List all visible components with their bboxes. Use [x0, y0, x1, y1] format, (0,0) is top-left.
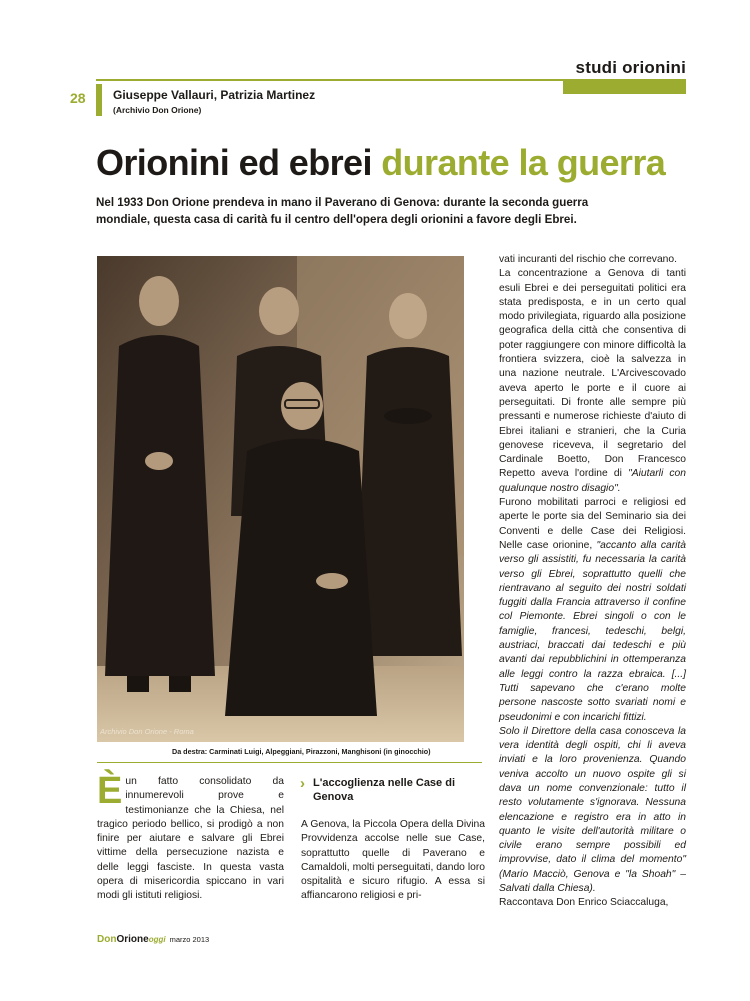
- middle-column: A Genova, la Piccola Opera della Divina Provvidenza accolse nelle sue Case, soprattutto quelle di Paverano e Camaldoli, molti perseguitati, dando loro ospitalità e sicuro rifugio. A essa si affiancarono religiosi e pri-: [301, 819, 485, 902]
- right-paragraph-5: Raccontava Don Enrico Sciaccaluga,: [499, 897, 669, 909]
- page-number: 28: [70, 90, 86, 106]
- footer-brand-oggi: oggi: [148, 935, 166, 944]
- right-paragraph-2-quote: "Aiutarli con qualunque nostro disagio".: [499, 468, 687, 494]
- title-part-1: Orionini ed ebrei: [96, 142, 372, 183]
- subhead-arrow-icon: ›: [300, 775, 305, 792]
- right-paragraph-1: vati incuranti del rischio che correvano.: [499, 254, 677, 265]
- footer-brand-don: Don: [97, 934, 117, 945]
- right-paragraph-2: [499, 267, 686, 496]
- section-label: studi orionini: [575, 58, 686, 77]
- photo-caption: Da destra: Carminati Luigi, Alpeggiani, Pirazzoni, Manghisoni (in ginocchio): [172, 747, 431, 756]
- right-paragraph-3-text: Furono mobilitati parroci e religiosi ed aperte le porte sia del Seminario sia dei Conventi e delle Case dei Religiosi. Nelle case orionine,: [499, 497, 686, 551]
- footer-brand-orione: Orione: [116, 934, 149, 945]
- right-paragraph-3-quote: "accanto alla carità verso gli assistiti, fu necessaria la carità verso gli Ebrei, soprattutto quelli che rientravano al seguito dei nostri soldati fuggiti dalla Francia attraverso il confine col Piemonte. Ebrei singoli o con le famiglie, francesi, tedeschi, belgi, austriaci, braccati dai tedeschi e più avanti dai repubblichini in ottemperanza alle leggi contro la razza ebraica. [...] Tutti sapevano che c'erano molte persone nascoste sotto svariati nomi e pseudonimi e con incarichi fittizi.: [499, 539, 686, 723]
- right-paragraph-4-quote: Solo il Direttore della casa conosceva la vera identità degli ospiti, chi li aveva inviati e la loro provenienza. Quando veniva accolto un nuovo ospite gli si dava un nome convenzionale: tutto il resto volutamente s'ignorava. Nessuna elencazione e registro era in atto in quanto le visite dell'autorità militare o civile erano sempre possibili ed improvvise, dato il clima del momento": [499, 725, 686, 866]
- right-paragraph-3: [499, 496, 686, 725]
- drop-cap: È: [97, 770, 123, 812]
- photo-credit: Archivio Don Orione - Roma: [100, 727, 194, 736]
- title-part-2: durante la guerra: [381, 142, 666, 183]
- article-title: [96, 141, 665, 185]
- left-column-text: un fatto consolidato da innumerevoli prove e testimonianze che la Chiesa, nel tragico periodo bellico, si prodigò a non finire per aiutare e salvare gli Ebrei vittime della persecuzione nazista e delle leggi fasciste. In questa vasta opera di misericordia spiccano in vari modi gli istituti religiosi.: [97, 776, 284, 902]
- right-paragraph-4-reference: (Mario Macciò, Genova e "la Shoah" – Salvati dalla Chiesa).: [499, 868, 686, 895]
- right-paragraph-4: [499, 725, 686, 897]
- article-lede: Nel 1933 Don Orione prendeva in mano il Paverano di Genova: durante la seconda guerra mondiale, questa casa di carità fu il centro dell'opera degli orionini a favore degli Ebrei.: [96, 196, 589, 226]
- left-column: [97, 770, 284, 904]
- historical-photo: [97, 256, 464, 742]
- header-tab-bar: [563, 81, 686, 94]
- right-column: [499, 253, 686, 911]
- author-accent-bar: [96, 84, 102, 116]
- subheading: L'accoglienza nelle Case di Genova: [313, 777, 456, 803]
- footer-brand: [97, 934, 209, 945]
- photo-illustration: [97, 256, 464, 742]
- authors: Giuseppe Vallauri, Patrizia Martinez: [113, 88, 316, 102]
- footer-issue: marzo 2013: [169, 935, 210, 944]
- right-paragraph-2-text: La concentrazione a Genova di tanti esuli Ebrei e dei perseguitati politici era stata predisposta, e in un certo qual modo privilegiata, riguardo alla posizione geografica della città che consentiva di poter raggiungere con minore difficoltà la frontiera svizzera, cioè la salvezza in una nazione neutrale. L'Arcivescovado aveva aperto le porte e il cuore ai perseguitati. Di fronte alle sempre più pressanti e numerose richieste d'aiuto di Ebrei italiani e stranieri, che la Curia genovese riceveva, il segretario del Cardinale Boetto, Don Francesco Repetto aveva l'ordine di: [499, 268, 686, 480]
- archive-note: (Archivio Don Orione): [113, 105, 202, 115]
- caption-rule: [97, 762, 482, 763]
